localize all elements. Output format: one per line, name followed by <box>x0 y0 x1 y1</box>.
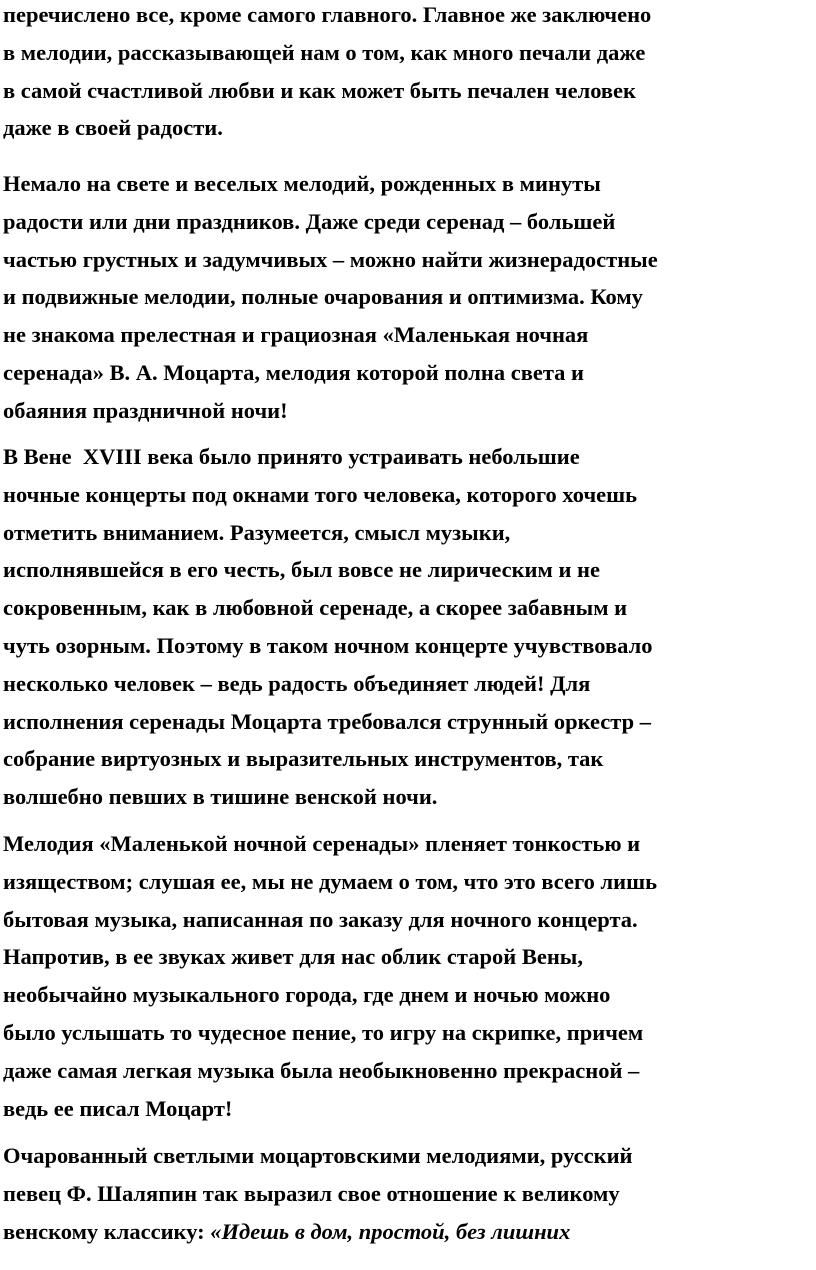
text-line: в самой счастливой любви и как может быть печален человек <box>3 77 636 103</box>
text-line: обаяния праздничной ночи! <box>3 397 288 423</box>
text-line: Очарованный светлыми моцартовскими мелодиями, русский <box>3 1143 633 1168</box>
text-line: изяществом; слушая ее, мы не думаем о том, что это всего лишь <box>3 868 658 894</box>
text-line: в мелодии, рассказывающей нам о том, как много печали даже <box>3 39 646 65</box>
text-line: перечислено все, кроме самого главного. Главное же заключено <box>3 2 652 27</box>
text-line: В Вене XVIII века было принято устраивать небольшие <box>3 444 580 469</box>
text-line: необычайно музыкального города, где днем и ночью можно <box>3 982 611 1008</box>
text-line: бытовая музыка, написанная по заказу для ночного концерта. <box>3 906 638 932</box>
text-line: и подвижные мелодии, полные очарования и оптимизма. Кому <box>3 284 643 310</box>
text-line: даже самая легкая музыка была необыкновенно прекрасной – <box>3 1057 640 1083</box>
text-line: исполнения серенады Моцарта требовался струнный оркестр – <box>3 708 651 734</box>
paragraph <box>3 0 651 147</box>
text-line <box>3 1213 633 1251</box>
paragraph <box>3 1137 633 1250</box>
text-line: даже в своей радости. <box>3 115 223 141</box>
text-line: радости или дни праздников. Даже среди серенад – большей <box>3 208 616 234</box>
text-line: волшебно певших в тишине венской ночи. <box>3 784 438 810</box>
text-line: исполнявшейся в его честь, был вовсе не лирическим и не <box>3 557 600 583</box>
text-line: Напротив, в ее звуках живет для нас облик старой Вены, <box>3 944 584 970</box>
text-line: серенада» В. А. Моцарта, мелодия которой полна света и <box>3 359 585 385</box>
text-line: сокровенным, как в любовной серенаде, а скорее забавным и <box>3 595 628 621</box>
paragraph <box>3 438 652 816</box>
text-line: собрание виртуозных и выразительных инструментов, так <box>3 746 604 772</box>
text-line: несколько человек – ведь радость объединяет людей! Для <box>3 670 591 696</box>
text-line: было услышать то чудесное пение, то игру на скрипке, причем <box>3 1019 644 1045</box>
text-line: не знакома прелестная и грациозная «Маленькая ночная <box>3 322 589 348</box>
text-line: певец Ф. Шаляпин так выразил свое отношение к великому <box>3 1180 620 1206</box>
paragraph <box>3 165 658 430</box>
text-line: чуть озорным. Поэтому в таком ночном концерте учувствовало <box>3 632 653 658</box>
text-line: Мелодия «Маленькой ночной серенады» пленяет тонкостью и <box>3 831 641 856</box>
quote-italic: «Идешь в дом, простой, без лишних <box>210 1218 571 1244</box>
text-line: частью грустных и задумчивых – можно найти жизнерадостные <box>3 246 658 272</box>
text-line: отметить вниманием. Разумеется, смысл музыки, <box>3 519 511 545</box>
text-run: венскому классику: <box>3 1218 211 1244</box>
text-line: Немало на свете и веселых мелодий, рожденных в минуты <box>3 171 601 196</box>
paragraph <box>3 825 657 1127</box>
text-line: ночные концерты под окнами того человека, которого хочешь <box>3 481 638 507</box>
text-line: ведь ее писал Моцарт! <box>3 1095 233 1121</box>
